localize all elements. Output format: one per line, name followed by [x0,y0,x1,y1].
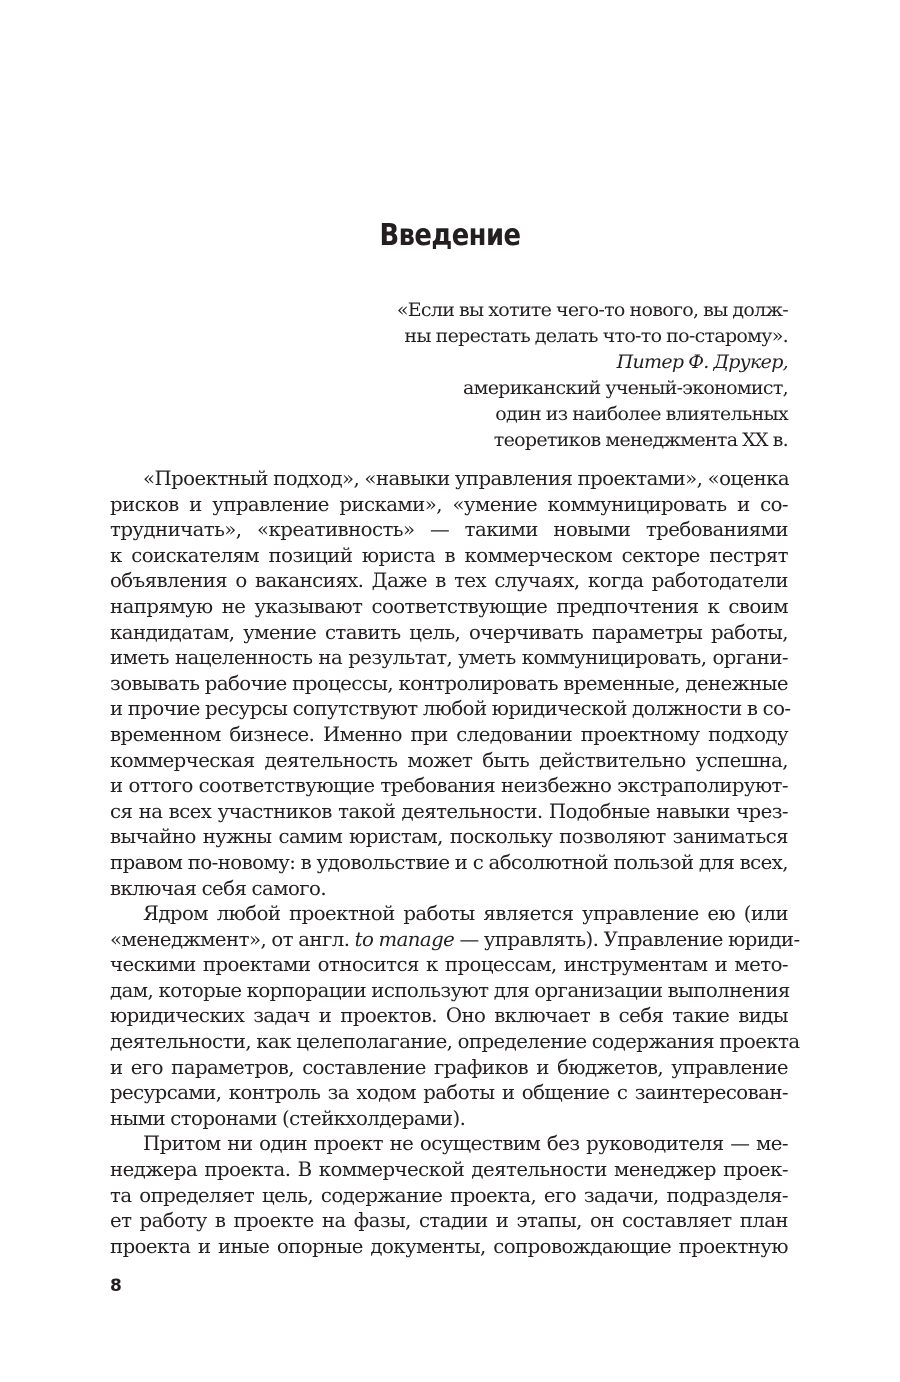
text-line: «Проектный подход», «навыки управления проектами», «оценка [143,467,790,490]
epigraph-quote-line: ны перестать делать что-то по-старому». [404,325,788,347]
text-line: проекта и иные опорные документы, сопровождающие проектную [110,1234,788,1258]
text-line: объявления о вакансиях. Даже в тех случаях, когда работодатели [110,569,788,593]
paragraph-3 [110,1131,788,1259]
text-line: трудничать», «креативность» — такими новыми требованиями [110,518,788,542]
text-line: коммерческая деятельность может быть действительно успешна, [110,748,788,772]
chapter-title: Введение [379,218,521,253]
text-line: деятельности, как целеполагание, определение содержания проекта [110,1030,800,1054]
text-line: кандидатам, умение ставить цель, очерчивать параметры работы, [110,620,788,644]
text-line: Притом ни один проект не осуществим без руководителя — ме- [143,1132,788,1156]
text-line: вычайно нужны самим юристам, поскольку позволяют заниматься [110,825,788,849]
text-line: юридических задач и проектов. Оно включает в себя такие виды [110,1004,788,1028]
epigraph-attribution-line: американский ученый-экономист, [463,377,788,399]
text-line-with-emphasis [110,927,800,953]
text-segment: «менеджмент», от англ. [110,927,355,951]
text-line: к соискателям позиций юриста в коммерческом секторе пестрят [110,543,788,567]
text-line: иметь нацеленность на результат, уметь коммуницировать, органи- [110,646,788,670]
text-line: и оттого соответствующие требования неизбежно экстраполируют- [110,774,788,798]
epigraph-author: Питер Ф. Друкер, [616,351,788,373]
text-line: зовывать рабочие процессы, контролировать временные, денежные [110,671,788,695]
text-line: та определяет цель, содержание проекта, его задачи, подразделя- [110,1183,788,1207]
emphasis-text: to manage [354,927,455,951]
text-line: ными сторонами (стейкхолдерами). [110,1106,466,1130]
text-line: дам, которые корпорации используют для организации выполнения [110,978,790,1002]
text-line: и прочие ресурсы сопутствуют любой юридической должности в со- [110,697,791,721]
text-line: включая себя самого. [110,876,327,900]
text-segment: — управлять). Управление юриди- [454,927,800,951]
text-line: Ядром любой проектной работы является управление ею (или [143,902,788,926]
body-text [110,466,800,1259]
paragraph-1 [110,466,791,901]
epigraph [378,297,788,453]
text-line: ся на всех участников такой деятельности. Подобные навыки чрез- [110,799,788,823]
text-line: рисков и управление рисками», «умение коммуницировать и со- [110,492,788,516]
paragraph-2 [110,901,800,1131]
text-line: ческими проектами относится к процессам, инструментам и мето- [110,953,788,977]
text-line: напрямую не указывают соответствующие предпочтения к своим [110,594,788,618]
text-line: и его параметров, составление графиков и бюджетов, управление [110,1055,788,1079]
text-line: ресурсами, контроль за ходом работы и общение с заинтересован- [110,1081,788,1105]
epigraph-attribution-line: один из наиболее влиятельных [495,403,788,425]
text-line: неджера проекта. В коммерческой деятельности менеджер проек- [110,1158,788,1182]
epigraph-attribution-line: теоретиков менеджмента XX в. [493,429,788,451]
text-line: правом по-новому: в удовольствие и с абсолютной пользой для всех, [110,850,788,874]
text-line: временном бизнесе. Именно при следовании проектному подходу [110,722,788,746]
text-line: ет работу в проекте на фазы, стадии и этапы, он составляет план [110,1209,788,1233]
epigraph-quote-line: «Если вы хотите чего-то нового, вы долж- [396,299,788,321]
page-number: 8 [110,1276,122,1296]
